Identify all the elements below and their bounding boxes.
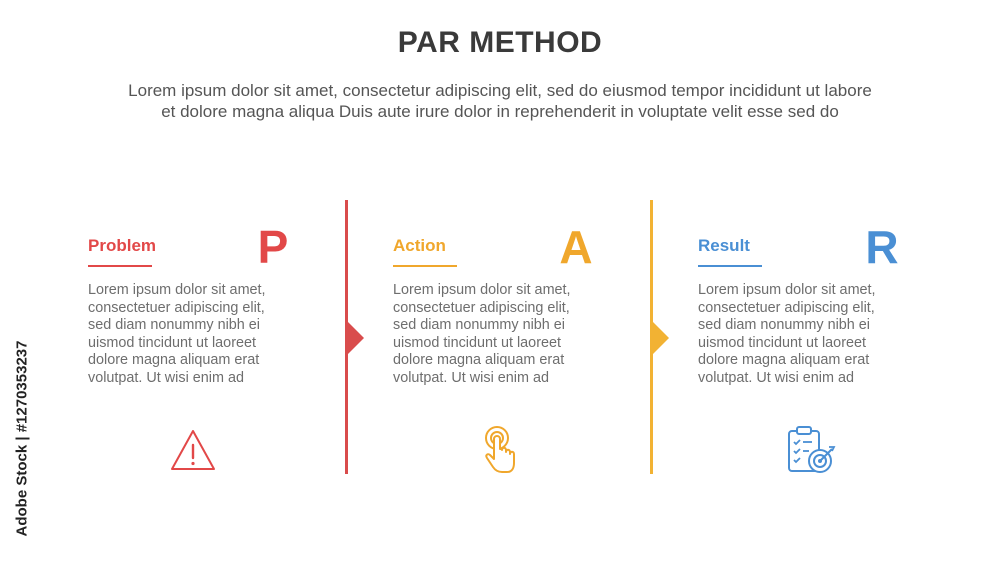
body-line: volutpat. Ut wisi enim ad — [88, 369, 244, 386]
stock-watermark — [12, 320, 32, 560]
body-line: Lorem ipsum dolor sit amet, — [698, 282, 876, 298]
body-line: uismod tincidunt ut laoreet — [88, 334, 256, 351]
action-letter: A — [559, 221, 593, 273]
action-description — [393, 282, 608, 388]
result-letter: R — [865, 221, 899, 273]
body-line: dolore magna aliquam erat — [88, 352, 260, 369]
problem-letter: P — [257, 221, 289, 273]
page-title: PAR METHOD — [397, 26, 603, 59]
tap-hand-icon — [475, 425, 525, 475]
problem-underline — [88, 265, 152, 267]
result-label: Result — [698, 236, 750, 255]
body-line: consectetuer adipiscing elit, — [88, 299, 265, 316]
body-line: sed diam nonummy nibh ei — [698, 317, 870, 334]
subtitle — [40, 80, 960, 122]
body-line: dolore magna aliquam erat — [698, 352, 870, 369]
result-underline — [698, 265, 762, 267]
warning-icon — [168, 425, 218, 475]
arrow-orange — [653, 322, 669, 354]
body-line: uismod tincidunt ut laoreet — [698, 334, 866, 351]
action-label: Action — [393, 236, 446, 255]
subtitle-line: et dolore magna aliqua Duis aute irure dolor in reprehenderit in voluptate velit esse sed do — [161, 102, 839, 121]
body-line: consectetuer adipiscing elit, — [698, 299, 875, 316]
result-description — [698, 282, 913, 388]
body-line: Lorem ipsum dolor sit amet, — [88, 282, 266, 298]
subtitle-line: Lorem ipsum dolor sit amet, consectetur adipiscing elit, sed do eiusmod tempor incididunt ut labore — [128, 81, 872, 100]
clipboard-target-icon — [786, 425, 836, 475]
body-line: volutpat. Ut wisi enim ad — [393, 369, 549, 386]
problem-label: Problem — [88, 236, 157, 255]
action-underline — [393, 265, 457, 267]
body-line: sed diam nonummy nibh ei — [393, 317, 565, 334]
watermark-text: Adobe Stock | #1270353237 — [13, 340, 31, 537]
body-line: volutpat. Ut wisi enim ad — [698, 369, 854, 386]
problem-description — [88, 282, 303, 388]
body-line: Lorem ipsum dolor sit amet, — [393, 282, 571, 298]
arrow-red — [348, 322, 364, 354]
body-line: uismod tincidunt ut laoreet — [393, 334, 561, 351]
body-line: dolore magna aliquam erat — [393, 352, 565, 369]
body-line: consectetuer adipiscing elit, — [393, 299, 570, 316]
body-line: sed diam nonummy nibh ei — [88, 317, 260, 334]
